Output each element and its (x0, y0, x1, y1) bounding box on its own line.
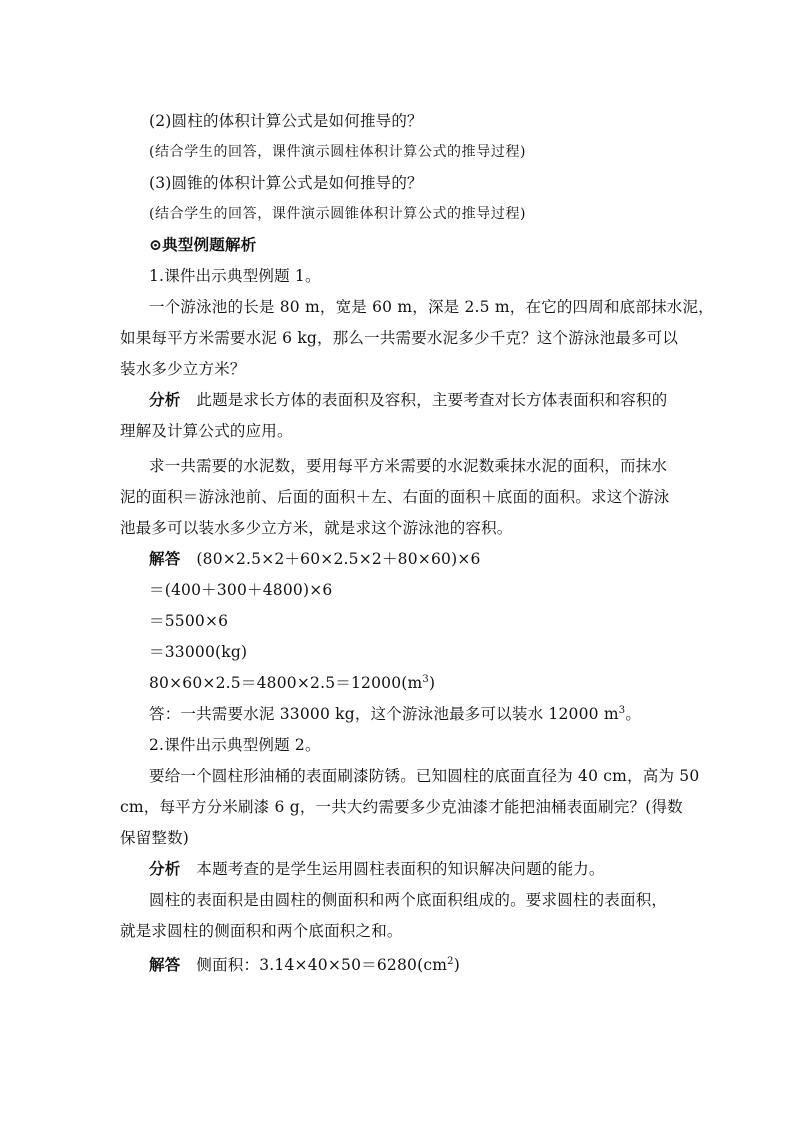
example-1-analysis-line: 理解及计算公式的应用。 (120, 422, 293, 440)
final-answer-end: 。 (625, 705, 642, 723)
example-2-method-line: 圆柱的表面积是由圆柱的侧面积和两个底面积组成的。要求圆柱的表面积， (149, 891, 668, 909)
volume-calc-close: ) (428, 674, 436, 692)
unit-superscript: 3 (618, 704, 626, 716)
question-3-note: (结合学生的回答，课件演示圆锥体积计算公式的推导过程) (149, 206, 527, 222)
example-1-method-line: 池最多可以装水多少立方米，就是求这个游泳池的容积。 (120, 519, 513, 537)
example-1-problem-line: 一个游泳池的长是 80 m，宽是 60 m，深是 2.5 m，在它的四周和底部抹水泥， (149, 298, 714, 316)
example-1-problem-line: 如果每平方米需要水泥 6 kg，那么一共需要水泥多少千克？这个游泳池最多可以 (120, 329, 679, 347)
unit-superscript: 2 (447, 955, 454, 967)
question-2: (2)圆柱的体积计算公式是如何推导的？ (149, 112, 423, 130)
example-2-title: 2.课件出示典型例题 2。 (149, 736, 321, 754)
example-1-answer-line (149, 549, 481, 569)
analysis-text: 本题考查的是学生运用圆柱表面积的知识解决问题的能力。 (196, 860, 605, 878)
volume-calc-text: 80×60×2.5＝4800×2.5＝12000(m (149, 674, 423, 692)
final-answer-text: 答：一共需要水泥 33000 kg，这个游泳池最多可以装水 12000 m (149, 705, 619, 723)
example-2-answer-line (149, 955, 460, 975)
volume-calc (149, 673, 435, 693)
calc-step: ＝(400＋300＋4800)×6 (149, 581, 333, 599)
example-1-problem-line: 装水多少立方米？ (120, 360, 246, 378)
example-2-problem-line: 要给一个圆柱形油桶的表面刷漆防锈。已知圆柱的底面直径为 40 cm，高为 50 (149, 767, 700, 785)
analysis-label: 分析 (149, 859, 181, 878)
answer-label: 解答 (149, 955, 181, 974)
example-2-analysis-line (149, 859, 605, 879)
example-2-method-line: 就是求圆柱的侧面积和两个底面积之和。 (120, 922, 403, 940)
analysis-text: 此题是求长方体的表面积及容积，主要考查对长方体表面积和容积的 (196, 391, 668, 409)
example-1-analysis-line (149, 390, 667, 410)
example-2-problem-line: cm，每平方分米刷漆 6 g，一共大约需要多少克油漆才能把油桶表面刷完？(得数 (120, 798, 683, 816)
question-3: (3)圆锥的体积计算公式是如何推导的？ (149, 174, 423, 192)
example-1-title: 1.课件出示典型例题 1。 (149, 267, 321, 285)
answer-label: 解答 (149, 549, 181, 568)
calc-close: ) (453, 956, 460, 974)
question-2-note: (结合学生的回答，课件演示圆柱体积计算公式的推导过程) (149, 144, 527, 160)
example-1-method-line: 求一共需要的水泥数，要用每平方米需要的水泥数乘抹水泥的面积，而抹水 (149, 457, 668, 475)
section-heading: ⊙典型例题解析 (149, 235, 257, 254)
calc-step: 侧面积：3.14×40×50＝6280(cm (196, 956, 448, 974)
analysis-label: 分析 (149, 390, 181, 409)
example-1-method-line: 泥的面积＝游泳池前、后面的面积＋左、右面的面积＋底面的面积。求这个游泳 (120, 488, 670, 506)
calc-step: (80×2.5×2＋60×2.5×2＋80×60)×6 (196, 550, 481, 568)
calc-step: ＝33000(kg) (149, 643, 248, 661)
example-2-problem-line: 保留整数) (120, 829, 190, 847)
calc-step: ＝5500×6 (149, 612, 229, 630)
unit-superscript: 3 (422, 673, 429, 685)
example-1-final-answer (149, 704, 641, 724)
